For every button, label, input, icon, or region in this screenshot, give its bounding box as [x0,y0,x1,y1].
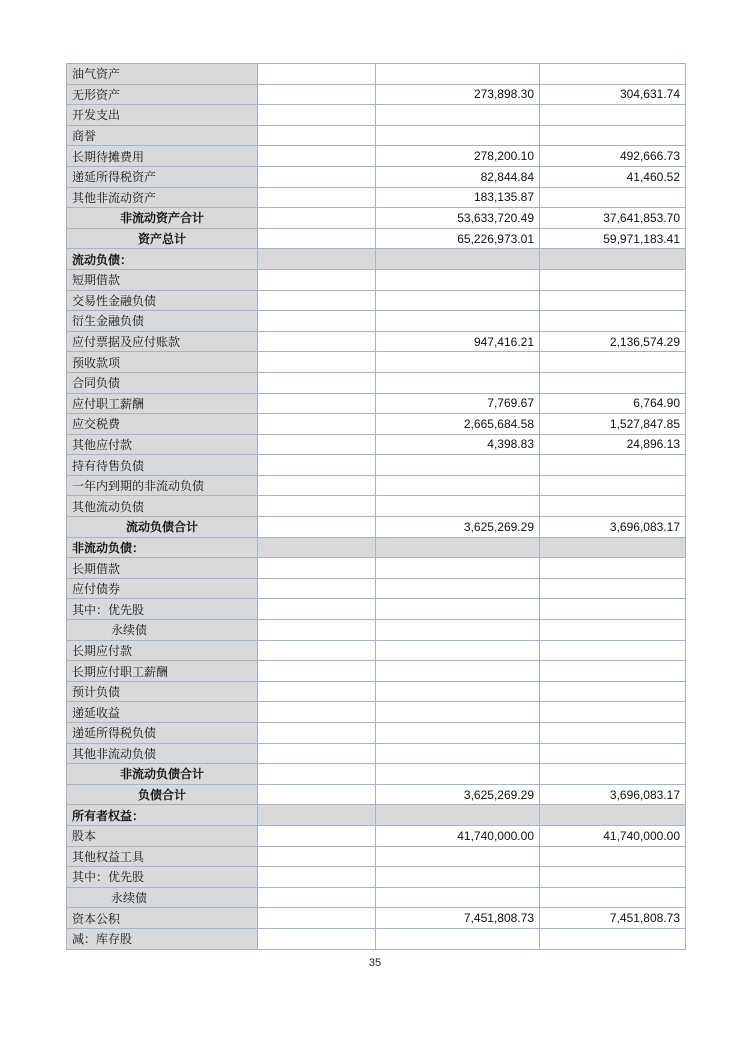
value-cell-v3: 3,696,083.17 [540,784,686,805]
value-cell-v1 [258,640,376,661]
value-cell-v2 [376,599,540,620]
value-cell-v3: 24,896.13 [540,434,686,455]
value-cell-v3 [540,702,686,723]
value-cell-v3 [540,928,686,949]
value-cell-v3 [540,372,686,393]
table-row [67,455,686,476]
table-row [67,846,686,867]
value-cell-v1 [258,867,376,888]
value-cell-v2 [376,537,540,558]
value-cell-v1 [258,805,376,826]
value-cell-v1 [258,908,376,929]
table-row [67,414,686,435]
value-cell-v3: 3,696,083.17 [540,517,686,538]
value-cell-v2: 2,665,684.58 [376,414,540,435]
value-cell-v1 [258,743,376,764]
value-cell-v3: 6,764.90 [540,393,686,414]
value-cell-v1 [258,228,376,249]
value-cell-v1 [258,208,376,229]
value-cell-v3 [540,352,686,373]
value-cell-v3 [540,187,686,208]
row-label: 无形资产 [67,84,258,105]
table-row [67,290,686,311]
value-cell-v2 [376,846,540,867]
value-cell-v3 [540,743,686,764]
value-cell-v3 [540,599,686,620]
value-cell-v2 [376,64,540,85]
row-label: 交易性金融负债 [67,290,258,311]
value-cell-v3: 41,740,000.00 [540,825,686,846]
value-cell-v1 [258,825,376,846]
row-label: 长期应付款 [67,640,258,661]
value-cell-v1 [258,352,376,373]
value-cell-v3 [540,764,686,785]
row-label: 其中：优先股 [67,867,258,888]
value-cell-v1 [258,146,376,167]
row-label: 油气资产 [67,64,258,85]
table-row [67,84,686,105]
value-cell-v2 [376,372,540,393]
table-row [67,187,686,208]
value-cell-v1 [258,764,376,785]
value-cell-v2 [376,578,540,599]
value-cell-v3 [540,640,686,661]
table-row [67,764,686,785]
row-label: 应付票据及应付账款 [67,331,258,352]
value-cell-v1 [258,784,376,805]
value-cell-v2 [376,640,540,661]
value-cell-v1 [258,455,376,476]
row-label: 应交税费 [67,414,258,435]
value-cell-v3 [540,249,686,270]
value-cell-v3 [540,537,686,558]
row-label: 应付职工薪酬 [67,393,258,414]
row-label: 流动负债合计 [67,517,258,538]
value-cell-v1 [258,661,376,682]
table-row [67,723,686,744]
value-cell-v3 [540,475,686,496]
value-cell-v1 [258,64,376,85]
row-label: 应付债券 [67,578,258,599]
row-label: 其中：优先股 [67,599,258,620]
value-cell-v1 [258,125,376,146]
value-cell-v3 [540,64,686,85]
row-label: 递延所得税资产 [67,166,258,187]
value-cell-v3 [540,578,686,599]
value-cell-v1 [258,846,376,867]
row-label: 预计负债 [67,681,258,702]
value-cell-v1 [258,187,376,208]
row-label: 其他权益工具 [67,846,258,867]
value-cell-v2: 183,135.87 [376,187,540,208]
value-cell-v2 [376,269,540,290]
value-cell-v2: 278,200.10 [376,146,540,167]
value-cell-v2 [376,311,540,332]
value-cell-v3 [540,105,686,126]
row-label: 资产总计 [67,228,258,249]
table-row [67,269,686,290]
value-cell-v3 [540,290,686,311]
table-row [67,640,686,661]
value-cell-v1 [258,723,376,744]
value-cell-v3 [540,455,686,476]
value-cell-v2: 7,769.67 [376,393,540,414]
value-cell-v2 [376,661,540,682]
table-row [67,805,686,826]
row-label: 非流动负债： [67,537,258,558]
table-row [67,578,686,599]
table-row [67,887,686,908]
value-cell-v2: 3,625,269.29 [376,784,540,805]
value-cell-v2 [376,867,540,888]
table-row [67,558,686,579]
value-cell-v1 [258,434,376,455]
table-row [67,311,686,332]
row-label: 长期借款 [67,558,258,579]
value-cell-v2 [376,125,540,146]
value-cell-v2: 65,226,973.01 [376,228,540,249]
value-cell-v2: 4,398.83 [376,434,540,455]
table-row [67,434,686,455]
value-cell-v3: 304,631.74 [540,84,686,105]
table-row [67,517,686,538]
table-row [67,599,686,620]
table-row [67,867,686,888]
row-label: 股本 [67,825,258,846]
value-cell-v2 [376,290,540,311]
row-label: 持有待售负债 [67,455,258,476]
value-cell-v1 [258,414,376,435]
value-cell-v1 [258,393,376,414]
value-cell-v1 [258,681,376,702]
balance-sheet-body [67,64,686,950]
table-row [67,146,686,167]
row-label: 永续债 [67,887,258,908]
row-label: 预收款项 [67,352,258,373]
page-number: 35 [368,957,382,969]
value-cell-v2: 41,740,000.00 [376,825,540,846]
value-cell-v2 [376,681,540,702]
value-cell-v3 [540,723,686,744]
value-cell-v2 [376,743,540,764]
row-label: 资本公积 [67,908,258,929]
value-cell-v1 [258,311,376,332]
value-cell-v3 [540,887,686,908]
table-row [67,208,686,229]
value-cell-v1 [258,84,376,105]
row-label: 负债合计 [67,784,258,805]
value-cell-v1 [258,105,376,126]
value-cell-v2: 82,844.84 [376,166,540,187]
row-label: 永续债 [67,620,258,641]
value-cell-v1 [258,269,376,290]
value-cell-v1 [258,166,376,187]
value-cell-v2: 273,898.30 [376,84,540,105]
row-label: 非流动负债合计 [67,764,258,785]
value-cell-v1 [258,496,376,517]
value-cell-v2 [376,805,540,826]
row-label: 其他流动负债 [67,496,258,517]
row-label: 商誉 [67,125,258,146]
row-label: 衍生金融负债 [67,311,258,332]
table-row [67,166,686,187]
table-row [67,661,686,682]
table-row [67,681,686,702]
value-cell-v3 [540,496,686,517]
value-cell-v3 [540,805,686,826]
value-cell-v2 [376,558,540,579]
value-cell-v2: 3,625,269.29 [376,517,540,538]
value-cell-v1 [258,537,376,558]
value-cell-v2 [376,764,540,785]
table-row [67,125,686,146]
value-cell-v3 [540,867,686,888]
value-cell-v2 [376,455,540,476]
value-cell-v1 [258,599,376,620]
row-label: 长期待摊费用 [67,146,258,167]
value-cell-v2 [376,723,540,744]
value-cell-v1 [258,578,376,599]
value-cell-v2 [376,620,540,641]
row-label: 短期借款 [67,269,258,290]
value-cell-v1 [258,558,376,579]
value-cell-v2 [376,928,540,949]
table-row [67,372,686,393]
value-cell-v2 [376,249,540,270]
value-cell-v3: 59,971,183.41 [540,228,686,249]
value-cell-v2 [376,475,540,496]
row-label: 所有者权益： [67,805,258,826]
value-cell-v2 [376,887,540,908]
value-cell-v1 [258,331,376,352]
value-cell-v2: 7,451,808.73 [376,908,540,929]
table-row [67,64,686,85]
value-cell-v1 [258,249,376,270]
value-cell-v1 [258,928,376,949]
value-cell-v2 [376,105,540,126]
value-cell-v1 [258,475,376,496]
value-cell-v1 [258,290,376,311]
table-row [67,105,686,126]
value-cell-v2 [376,352,540,373]
value-cell-v3: 2,136,574.29 [540,331,686,352]
row-label: 递延所得税负债 [67,723,258,744]
value-cell-v1 [258,620,376,641]
value-cell-v3: 7,451,808.73 [540,908,686,929]
table-row [67,352,686,373]
value-cell-v2: 947,416.21 [376,331,540,352]
value-cell-v3: 1,527,847.85 [540,414,686,435]
row-label: 其他应付款 [67,434,258,455]
table-row [67,537,686,558]
value-cell-v3 [540,681,686,702]
table-row [67,393,686,414]
table-row [67,908,686,929]
row-label: 减：库存股 [67,928,258,949]
value-cell-v1 [258,702,376,723]
value-cell-v3: 37,641,853.70 [540,208,686,229]
value-cell-v3 [540,311,686,332]
value-cell-v3 [540,558,686,579]
row-label: 长期应付职工薪酬 [67,661,258,682]
value-cell-v3: 492,666.73 [540,146,686,167]
table-row [67,496,686,517]
table-row [67,620,686,641]
row-label: 其他非流动资产 [67,187,258,208]
table-row [67,331,686,352]
table-row [67,743,686,764]
table-row [67,249,686,270]
row-label: 递延收益 [67,702,258,723]
value-cell-v1 [258,372,376,393]
value-cell-v2: 53,633,720.49 [376,208,540,229]
value-cell-v3 [540,125,686,146]
table-row [67,784,686,805]
row-label: 其他非流动负债 [67,743,258,764]
value-cell-v3 [540,269,686,290]
row-label: 流动负债： [67,249,258,270]
table-row [67,702,686,723]
balance-sheet-table [66,63,686,950]
table-row [67,825,686,846]
value-cell-v3 [540,661,686,682]
row-label: 一年内到期的非流动负债 [67,475,258,496]
row-label: 开发支出 [67,105,258,126]
value-cell-v3 [540,846,686,867]
value-cell-v1 [258,887,376,908]
value-cell-v1 [258,517,376,538]
table-row [67,228,686,249]
value-cell-v3 [540,620,686,641]
row-label: 非流动资产合计 [67,208,258,229]
table-row [67,475,686,496]
row-label: 合同负债 [67,372,258,393]
value-cell-v2 [376,702,540,723]
table-row [67,928,686,949]
value-cell-v2 [376,496,540,517]
value-cell-v3: 41,460.52 [540,166,686,187]
